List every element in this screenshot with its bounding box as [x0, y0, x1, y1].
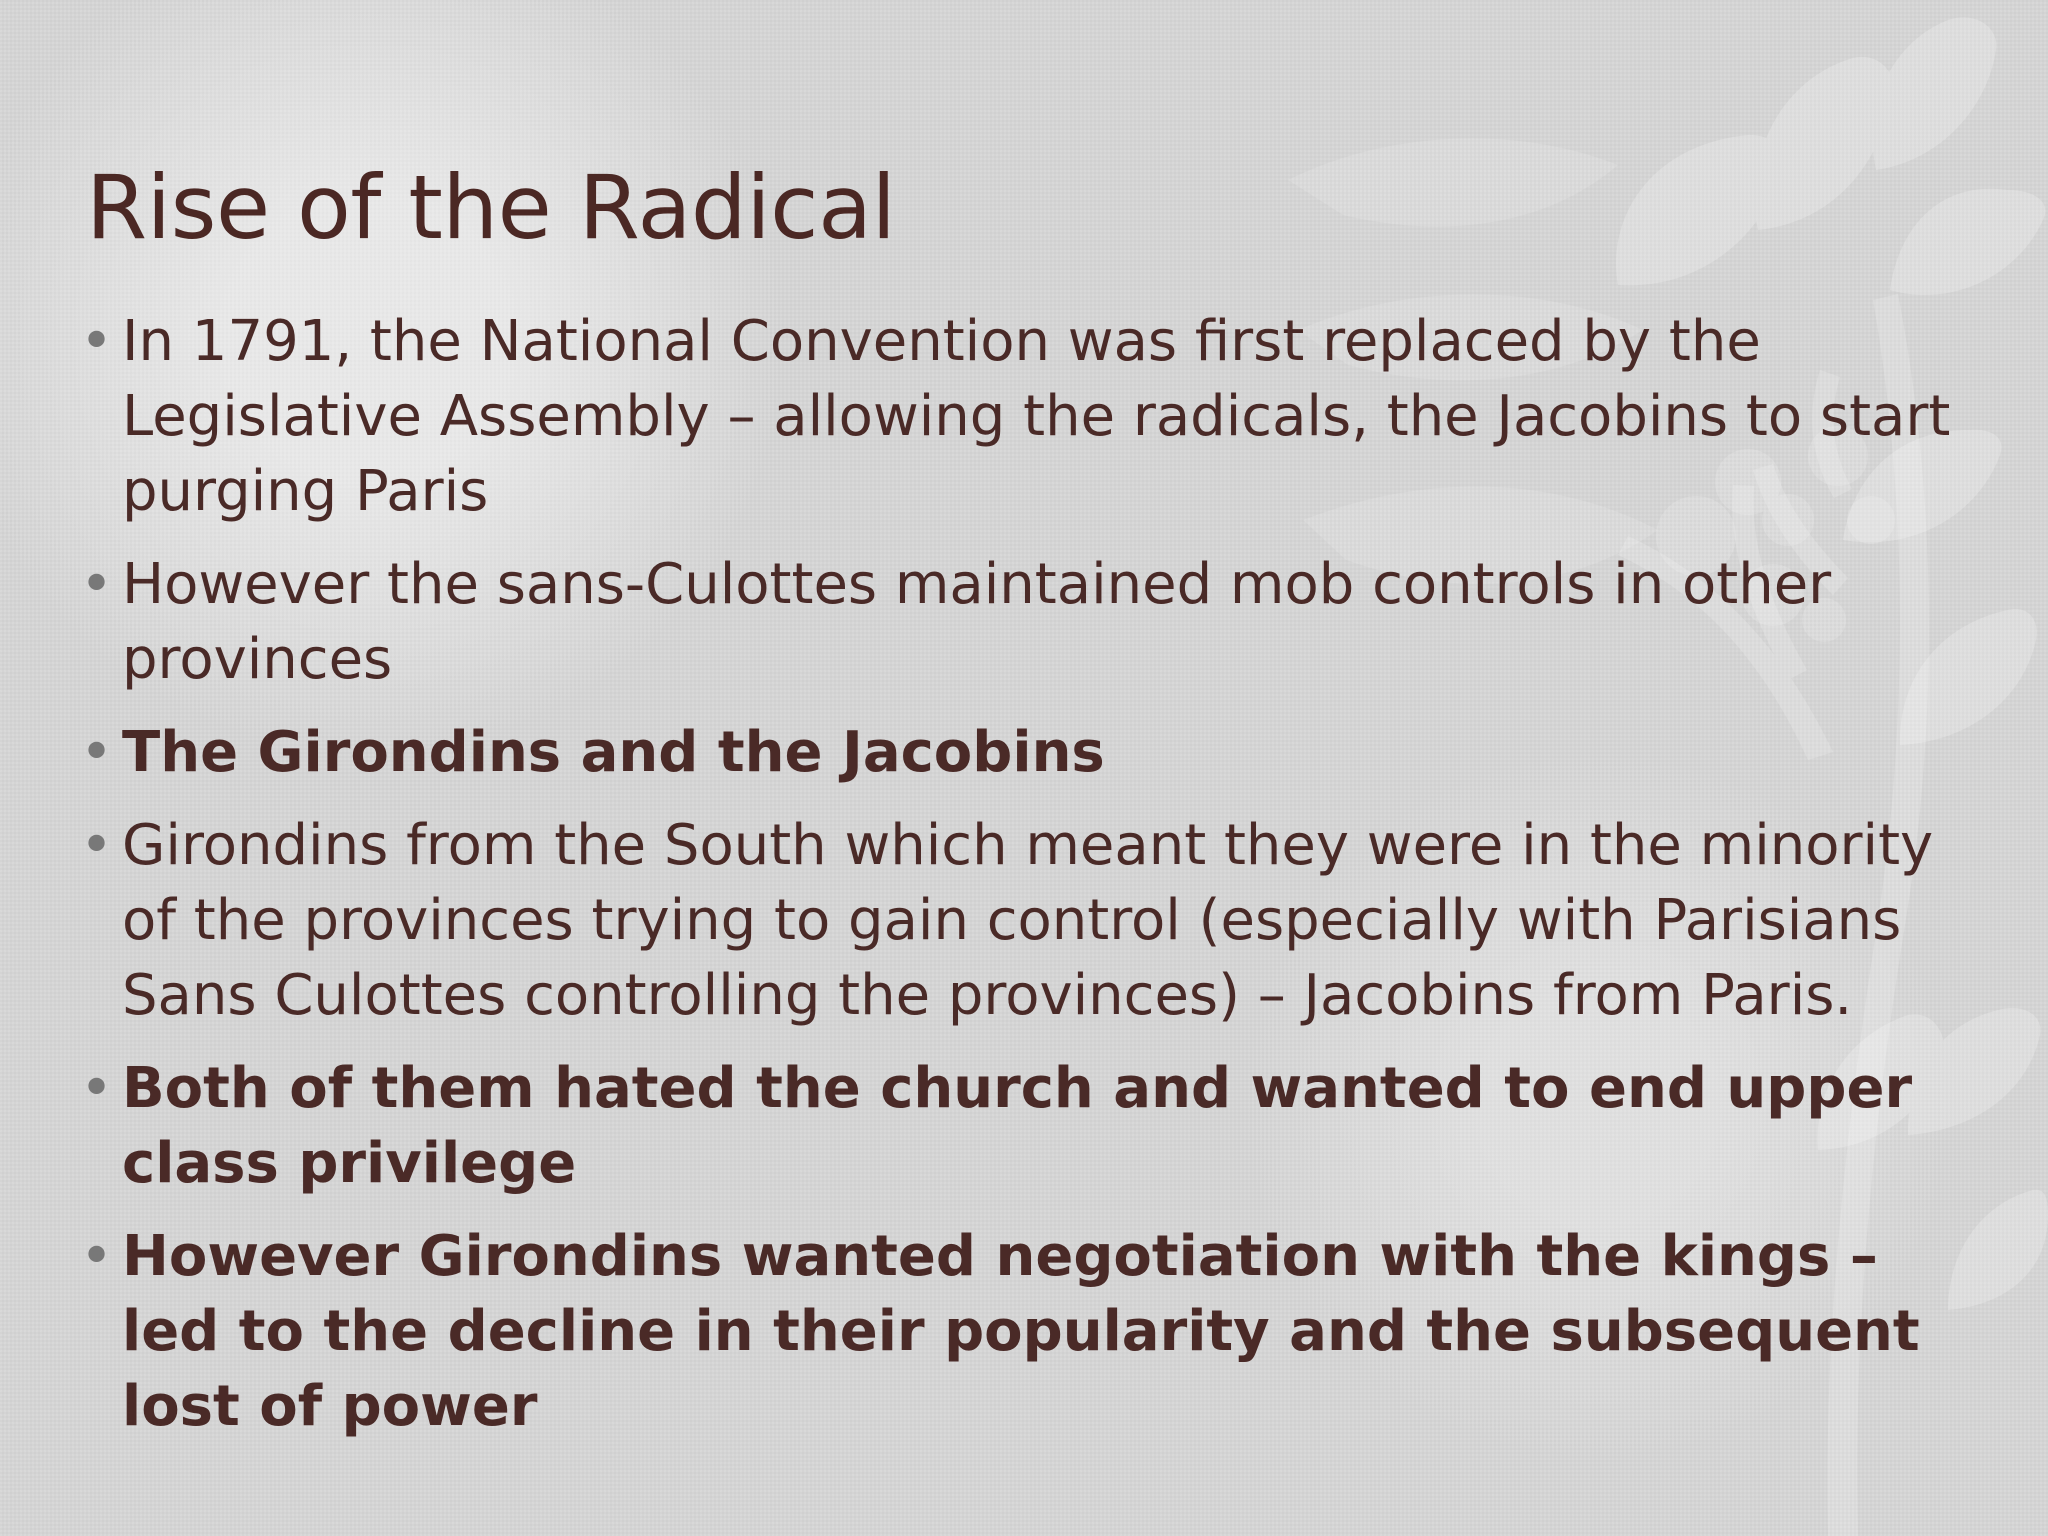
bullet-item	[80, 808, 1960, 1033]
bullet-text: Both of them hated the church and wanted to end upper class privilege	[122, 1056, 1913, 1196]
bullet-text: The Girondins and the Jacobins	[122, 720, 1105, 785]
bullet-icon: •	[80, 1056, 114, 1121]
bullet-icon: •	[80, 1224, 114, 1289]
bullet-item-emphasis	[80, 715, 1960, 790]
bullet-text: However the sans-Culottes maintained mob controls in other provinces	[122, 552, 1832, 692]
bullet-text: Girondins from the South which meant they were in the minority of the provinces trying to gain control (especially with Parisians Sans Culottes controlling the provinces) – Jacobins from Paris.	[122, 813, 1934, 1028]
bullet-item	[80, 547, 1960, 697]
bullet-item-emphasis	[80, 1219, 1960, 1444]
bullet-item-emphasis	[80, 1051, 1960, 1201]
bullet-icon: •	[80, 552, 114, 617]
bullet-icon: •	[80, 813, 114, 878]
bullet-list	[80, 304, 1960, 1462]
slide-title: Rise of the Radical	[86, 156, 896, 259]
bullet-icon: •	[80, 309, 114, 374]
bullet-text: However Girondins wanted negotiation with the kings – led to the decline in their popularity and the subsequent lost of power	[122, 1224, 1920, 1439]
bullet-item	[80, 304, 1960, 529]
bullet-icon: •	[80, 720, 114, 785]
bullet-text: In 1791, the National Convention was first replaced by the Legislative Assembly – allowing the radicals, the Jacobins to start purging Paris	[122, 309, 1951, 524]
